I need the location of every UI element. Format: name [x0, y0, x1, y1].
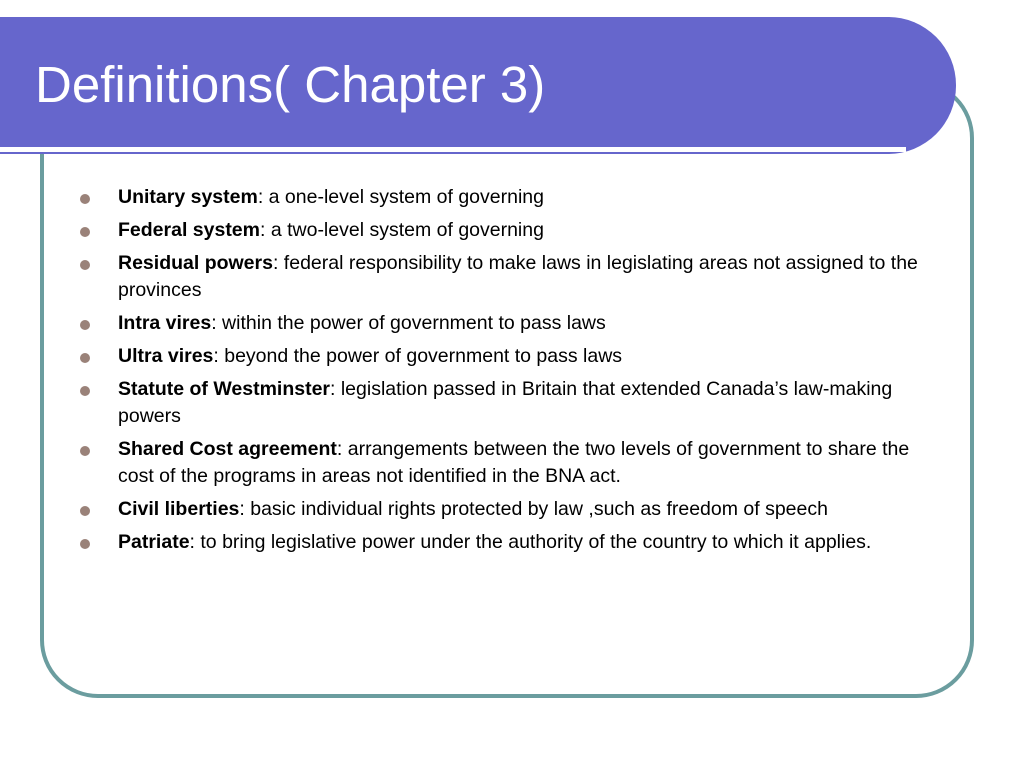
term: Patriate [118, 531, 190, 553]
term: Civil liberties [118, 498, 240, 520]
term: Shared Cost agreement [118, 438, 337, 460]
definition: : a two-level system of governing [260, 219, 544, 241]
bullet-dot-icon [80, 446, 90, 456]
definition: : federal responsibility to make laws in legislating areas not assigned to the provinces [118, 252, 918, 301]
bullet-dot-icon [80, 194, 90, 204]
list-item [80, 250, 942, 304]
definition: : to bring legislative power under the authority of the country to which it applies. [189, 531, 872, 553]
definition: : within the power of government to pass laws [211, 312, 606, 334]
list-item [80, 217, 942, 244]
term: Ultra vires [118, 345, 214, 367]
slide-title: Definitions( Chapter 3) [35, 56, 546, 113]
bullet-dot-icon [80, 386, 90, 396]
definition-list [80, 184, 942, 562]
list-item [80, 310, 942, 337]
bullet-dot-icon [80, 353, 90, 363]
title-underline [0, 147, 906, 152]
bullet-dot-icon [80, 506, 90, 516]
definition: : beyond the power of government to pass laws [213, 345, 623, 367]
bullet-dot-icon [80, 260, 90, 270]
list-item [80, 529, 942, 556]
list-item [80, 436, 942, 490]
list-item [80, 376, 942, 430]
term: Federal system [118, 219, 260, 241]
list-item [80, 184, 942, 211]
term: Statute of Westminster [118, 378, 331, 400]
definition: : a one-level system of governing [257, 186, 544, 208]
title-bar [0, 17, 956, 154]
list-item [80, 343, 942, 370]
definition: : arrangements between the two levels of government to share the cost of the programs in areas not identified in the BNA act. [118, 438, 910, 487]
bullet-dot-icon [80, 227, 90, 237]
list-item [80, 496, 942, 523]
bullet-dot-icon [80, 320, 90, 330]
definition: : basic individual rights protected by law ,such as freedom of speech [239, 498, 828, 520]
definition: : legislation passed in Britain that extended Canada’s law-making powers [118, 378, 893, 427]
term: Intra vires [118, 312, 212, 334]
term: Unitary system [118, 186, 258, 208]
bullet-dot-icon [80, 539, 90, 549]
term: Residual powers [118, 252, 273, 274]
